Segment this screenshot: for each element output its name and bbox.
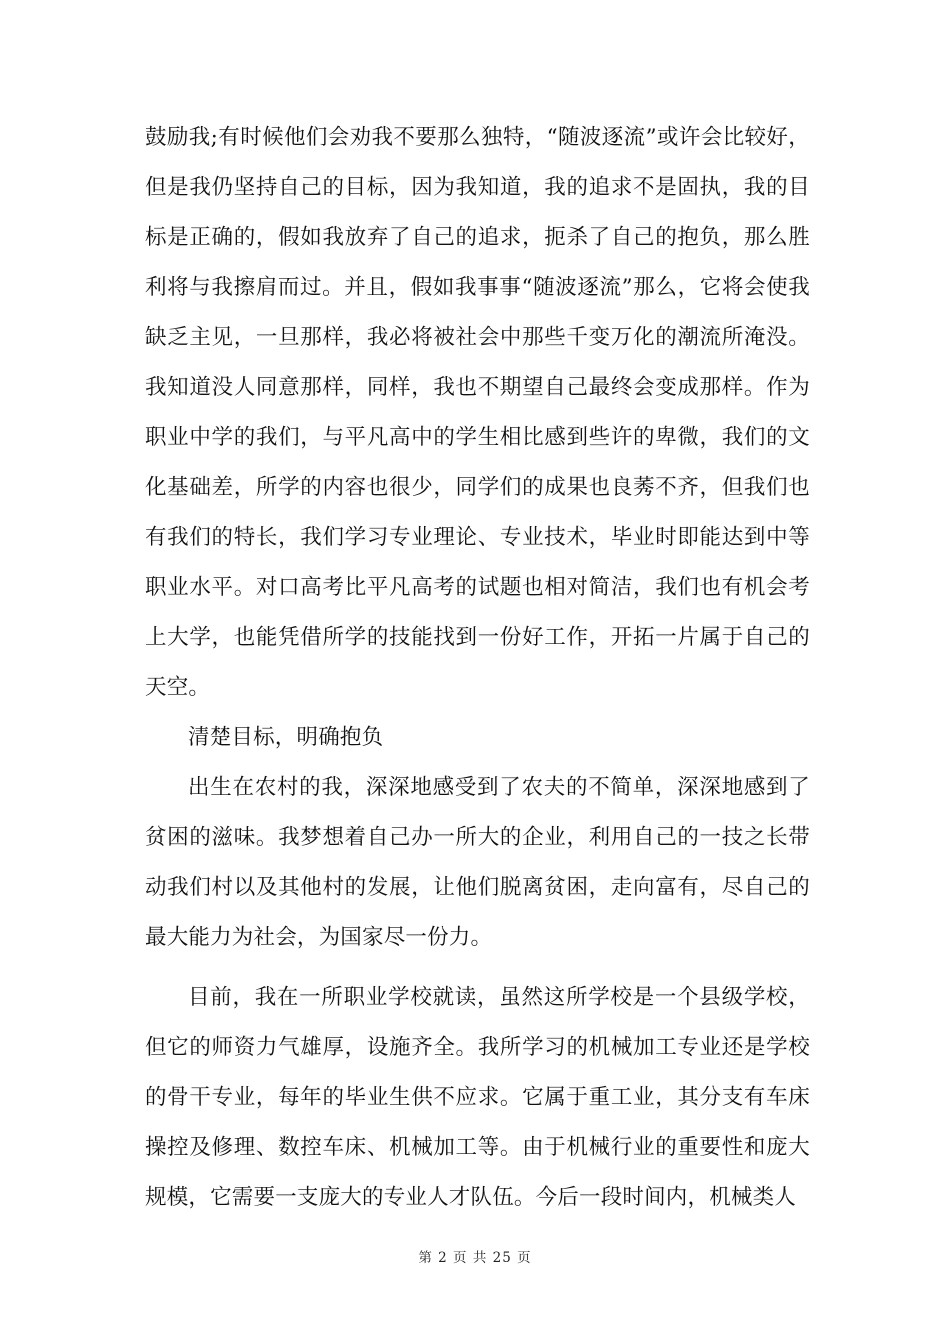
paragraph-current-school: 目前，我在一所职业学校就读，虽然这所学校是一个县级学校，但它的师资力气雄厚，设施齐全。我所学习的机械加工专业还是学校的骨干专业，每年的毕业生供不应求。它属于重工业，其分支有车床操控及修理、数控车床、机械加工等。由于机械行业的重要性和庞大规模，它需要一支庞大的专业人才队伍。今后一段时间内，机械类人 <box>145 985 810 1210</box>
paragraph-rural-background: 出生在农村的我，深深地感受到了农夫的不简单，深深地感到了贫困的滋味。我梦想着自己办一所大的企业，利用自己的一技之长带动我们村以及其他村的发展，让他们脱离贫困，走向富有，尽自己的最大能力为社会，为国家尽一份力。 <box>145 775 810 950</box>
page-footer: 第 2 页 共 25 页 <box>418 1250 532 1266</box>
paragraph-continuation: 鼓励我;有时候他们会劝我不要那么独特，“随波逐流”或许会比较好，但是我仍坚持自己的目标，因为我知道，我的追求不是固执，我的目标是正确的，假如我放弃了自己的追求，扼杀了自己的抱负，那么胜利将与我擦肩而过。并且，假如我事事“随波逐流”那么，它将会使我缺乏主见，一旦那样，我必将被社会中那些千变万化的潮流所淹没。我知道没人同意那样，同样，我也不期望自己最终会变成那样。作为职业中学的我们，与平凡高中的学生相比感到些许的卑微，我们的文化基础差，所学的内容也很少，同学们的成果也良莠不齐，但我们也有我们的特长，我们学习专业理论、专业技术，毕业时即能达到中等职业水平。对口高考比平凡高考的试题也相对简洁，我们也有机会考上大学，也能凭借所学的技能找到一份好工作，开拓一片属于自己的天空。 <box>145 125 810 700</box>
section-heading: 清楚目标，明确抱负 <box>188 725 384 750</box>
document-body <box>145 113 810 1223</box>
